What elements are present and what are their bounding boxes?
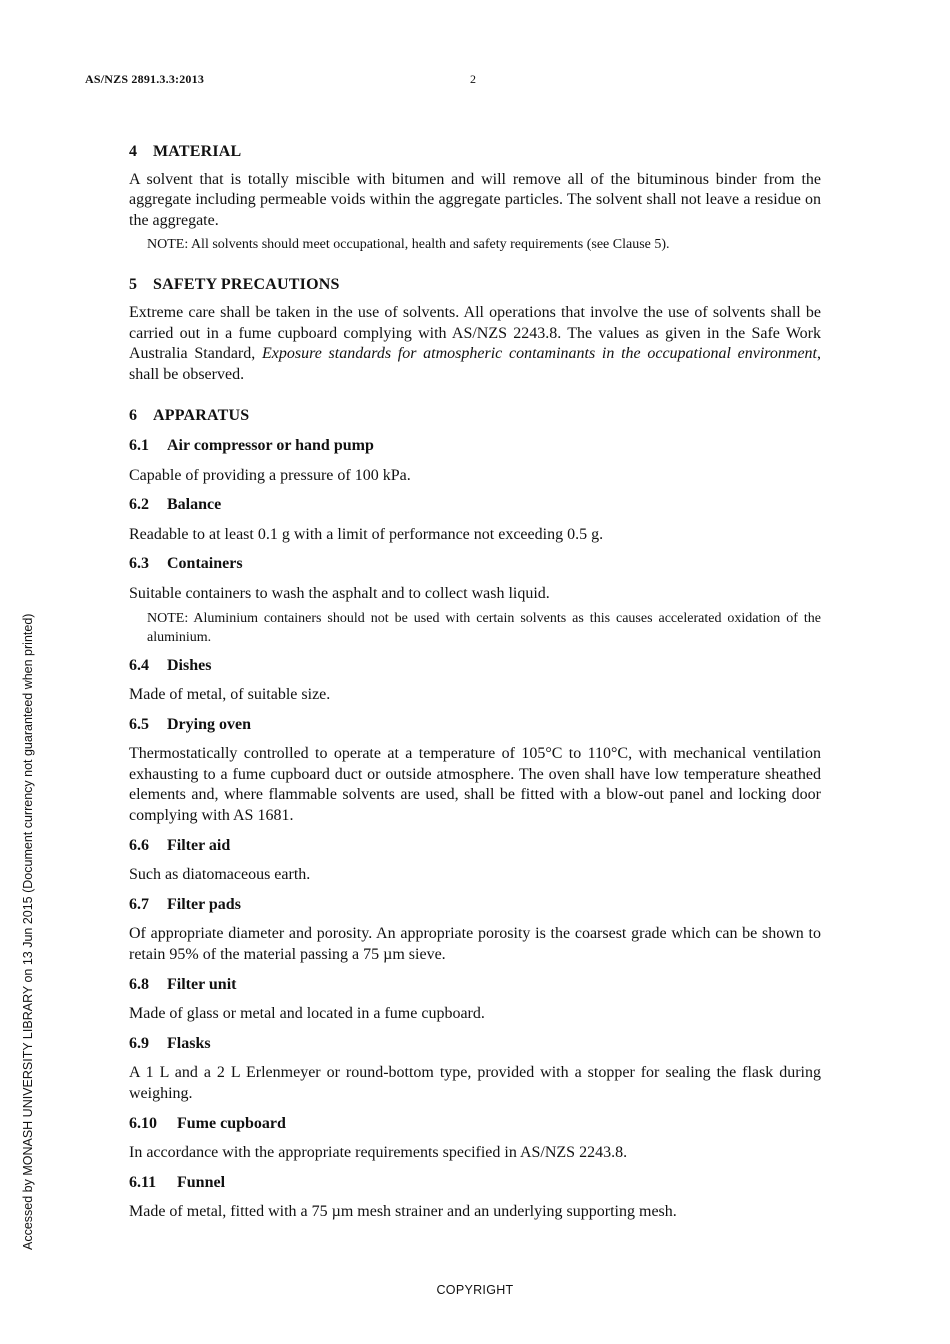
clause-title: Dishes	[167, 656, 212, 674]
access-watermark-text: Accessed by MONASH UNIVERSITY LIBRARY on 13 Jun 2015 (Document currency not guaranteed when printed)	[21, 613, 35, 1250]
clause-number: 6.7	[129, 895, 149, 913]
clause-6-9-heading	[129, 1034, 821, 1055]
clause-title: Funnel	[177, 1173, 226, 1191]
document-standard-id: AS/NZS 2891.3.3:2013	[85, 72, 205, 86]
clause-number: 6.8	[129, 975, 149, 993]
paragraph-text: , shall be observed.	[129, 345, 821, 383]
clause-number: 6.3	[129, 555, 149, 573]
section-title: MATERIAL	[153, 143, 242, 160]
clause-6-2-body: Readable to at least 0.1 g with a limit of performance not exceeding 0.5 g.	[129, 525, 604, 543]
clause-number: 6.10	[129, 1114, 157, 1132]
clause-6-6-heading	[129, 836, 821, 857]
section-4-heading	[129, 142, 821, 163]
clause-6-4-heading	[129, 656, 821, 677]
clause-title: Drying oven	[167, 715, 251, 733]
clause-number: 6.5	[129, 715, 149, 733]
section-number: 5	[129, 276, 138, 294]
section-4-paragraph: A solvent that is totally miscible with bitumen and will remove all of the bituminous binder from the aggregate including permeable voids within the aggregate particles. The solvent shall not leave a residue on the aggregate.	[129, 170, 821, 229]
clause-title: Filter unit	[167, 975, 237, 993]
clause-6-3-note: NOTE: Aluminium containers should not be used with certain solvents as this causes accelerated oxidation of the aluminium.	[147, 610, 821, 645]
paragraph-text: Extreme care shall be taken in the use of solvents. All operations that involve the use of solvents shall be carried out in a fume cupboard complying with AS/NZS 2243.8. The values as given in the Safe Work Australia Standard,	[129, 303, 821, 363]
clause-title: Balance	[167, 496, 222, 514]
clause-6-1-heading	[129, 436, 821, 457]
clause-6-5-body: Thermostatically controlled to operate at a temperature of 105°C to 110°C, with mechanical ventilation exhausting to a fume cupboard duct or outside atmosphere. The oven shall have low temperature sheathed elements and, where flammable solvents are used, shall be fitted with a blow-out panel and locking door complying with AS 1681.	[129, 745, 821, 825]
clause-6-3-body: Suitable containers to wash the asphalt and to collect wash liquid.	[129, 584, 550, 602]
clause-6-6-body: Such as diatomaceous earth.	[129, 866, 311, 884]
section-4-note: NOTE: All solvents should meet occupational, health and safety requirements (see Clause 5).	[147, 237, 670, 253]
clause-6-11-body: Made of metal, fitted with a 75 µm mesh strainer and an underlying supporting mesh.	[129, 1203, 677, 1221]
section-6-heading	[129, 406, 821, 427]
copyright-footer: COPYRIGHT	[436, 1283, 514, 1297]
clause-title: Filter aid	[167, 836, 231, 854]
clause-6-9-body: A 1 L and a 2 L Erlenmeyer or round-bottom type, provided with a stopper for sealing the flask during weighing.	[129, 1064, 821, 1102]
clause-number: 6.4	[129, 656, 149, 674]
clause-6-11-heading	[129, 1173, 821, 1194]
clause-title: Filter pads	[167, 895, 241, 913]
clause-6-10-body: In accordance with the appropriate requirements specified in AS/NZS 2243.8.	[129, 1144, 628, 1162]
clause-title: Containers	[167, 555, 243, 573]
section-number: 6	[129, 407, 138, 425]
section-title: APPARATUS	[153, 407, 250, 425]
clause-6-5-heading	[129, 715, 821, 736]
document-body	[129, 142, 821, 1232]
section-title: SAFETY PRECAUTIONS	[153, 276, 340, 294]
clause-6-8-body: Made of glass or metal and located in a fume cupboard.	[129, 1005, 485, 1023]
section-number: 4	[129, 143, 138, 160]
clause-number: 6.6	[129, 836, 149, 854]
clause-number: 6.9	[129, 1034, 149, 1052]
clause-6-7-heading	[129, 895, 821, 916]
cited-standard-title: Exposure standards for atmospheric contaminants in the occupational environment	[261, 345, 817, 363]
clause-6-3-heading	[129, 554, 821, 575]
clause-number: 6.1	[129, 436, 149, 454]
clause-number: 6.11	[129, 1173, 157, 1191]
section-5-paragraph	[129, 303, 821, 385]
clause-6-8-heading	[129, 975, 821, 996]
clause-title: Air compressor or hand pump	[167, 436, 374, 454]
clause-6-2-heading	[129, 495, 821, 516]
clause-number: 6.2	[129, 496, 149, 514]
clause-6-7-body: Of appropriate diameter and porosity. An appropriate porosity is the coarsest grade which can be shown to retain 95% of the material passing a 75 µm sieve.	[129, 925, 821, 964]
clause-6-10-heading	[129, 1114, 821, 1135]
clause-6-4-body: Made of metal, of suitable size.	[129, 686, 331, 704]
clause-6-1-body: Capable of providing a pressure of 100 kPa.	[129, 466, 411, 484]
page-number: 2	[470, 72, 476, 86]
clause-title: Fume cupboard	[177, 1114, 286, 1132]
section-5-heading	[129, 275, 821, 296]
clause-title: Flasks	[167, 1034, 211, 1052]
